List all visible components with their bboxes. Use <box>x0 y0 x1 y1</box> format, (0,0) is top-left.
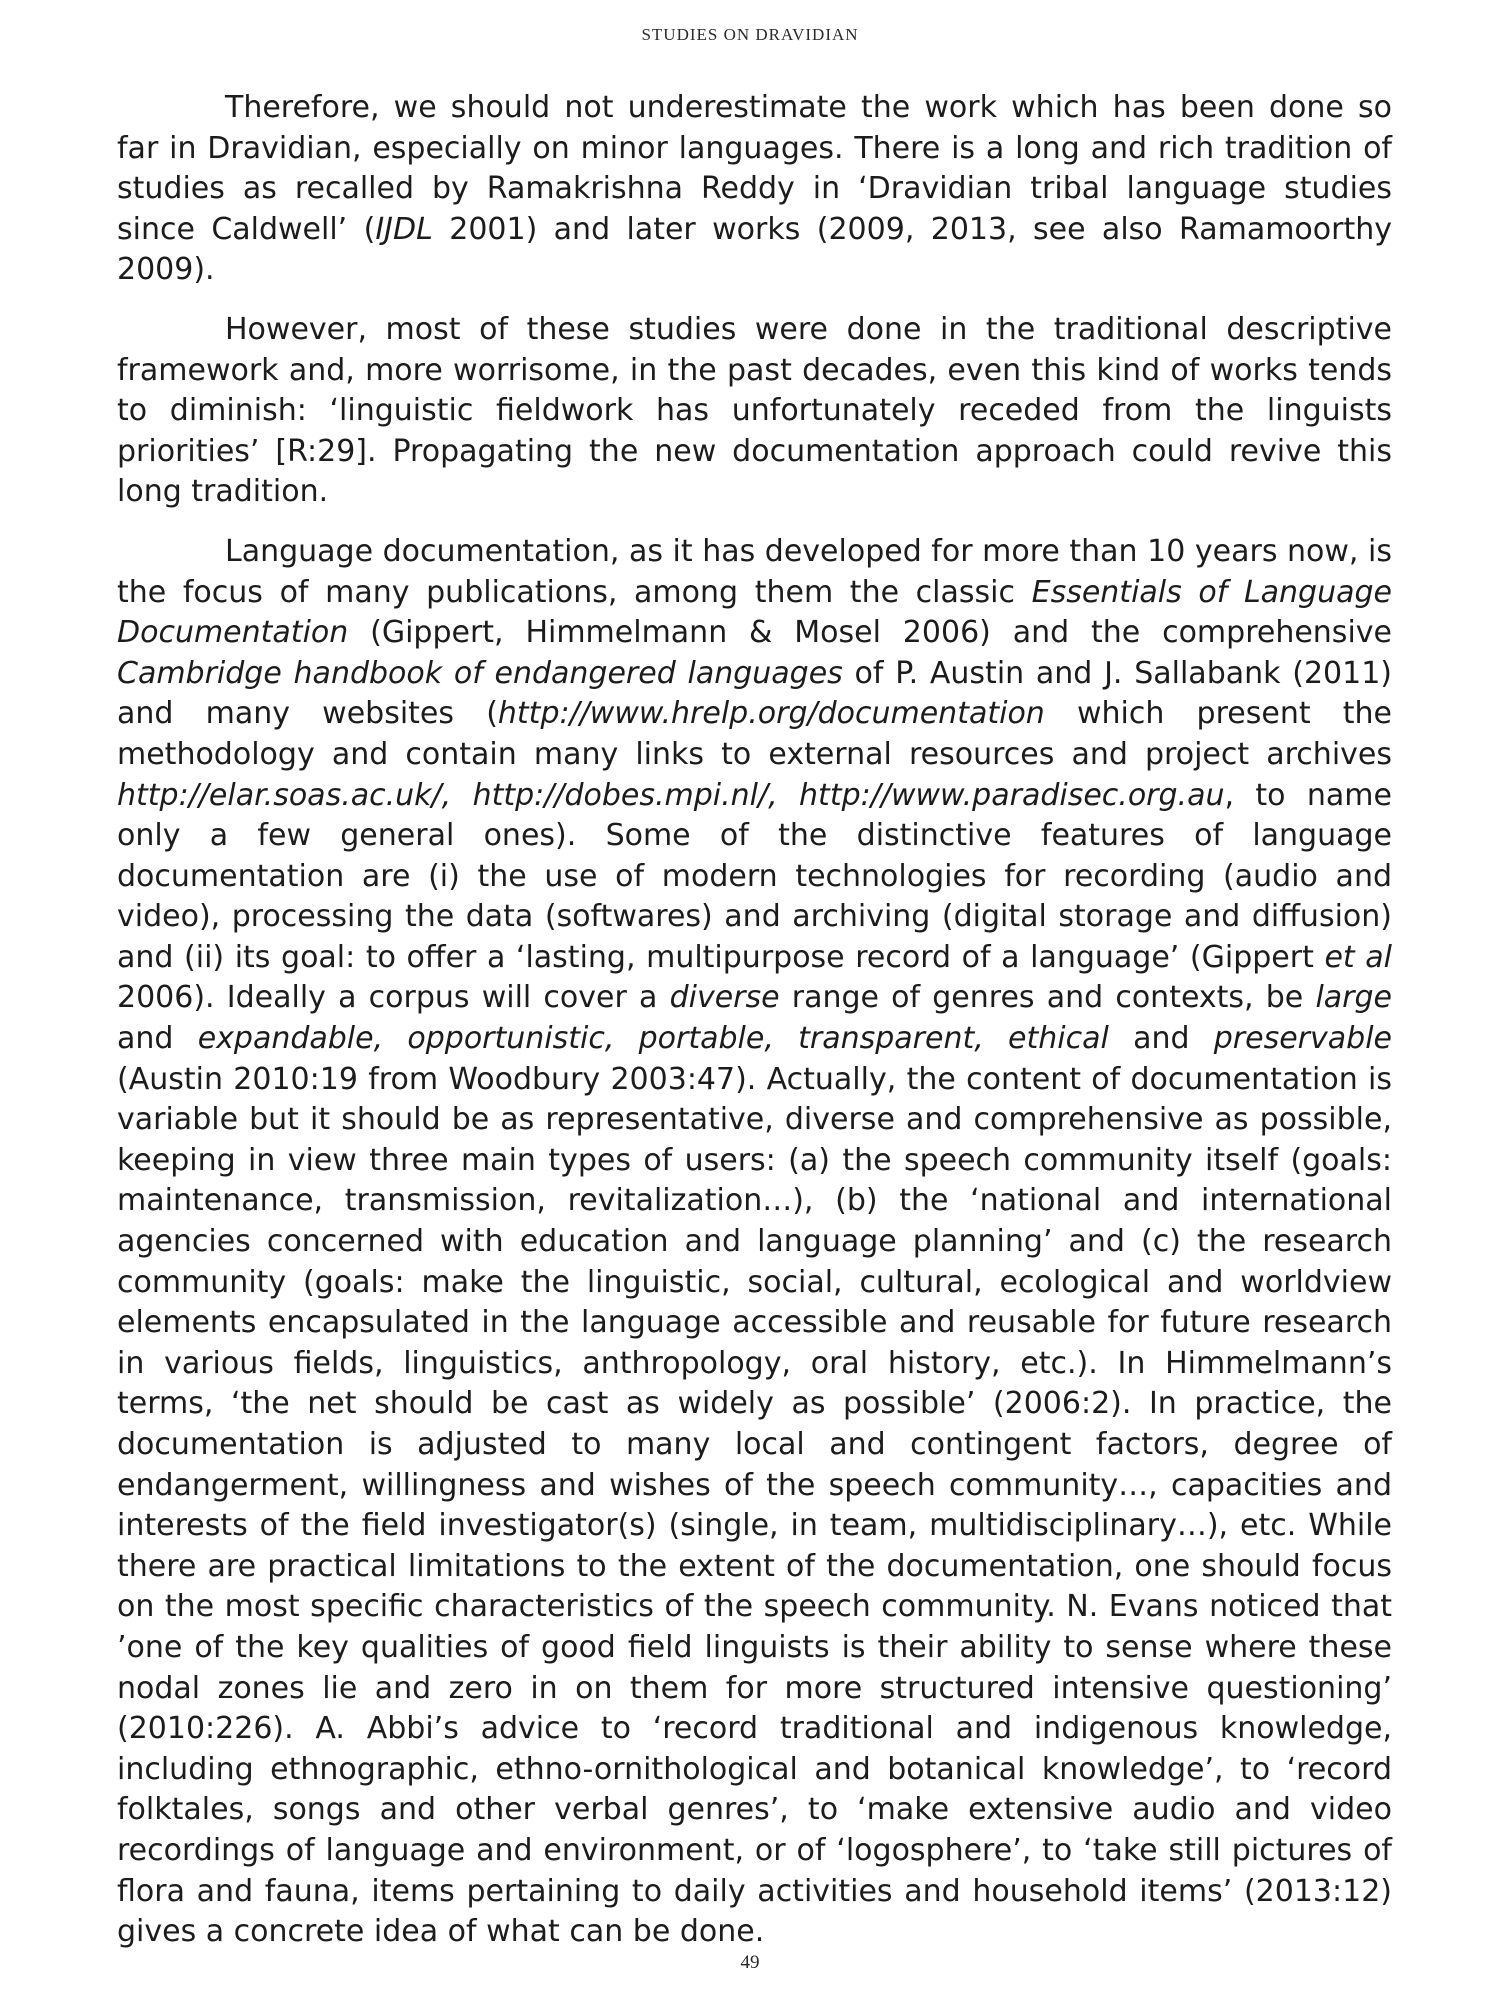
italic-run: diverse <box>669 980 780 1016</box>
italic-run: expandable, opportunistic, portable, transparent, ethical <box>197 1021 1109 1057</box>
text-run: which present the methodology and contain many links to external resources and project archives <box>117 696 1392 772</box>
text-run: 2001) and later works (2009, 2013, see also Ramamoorthy 2009). <box>117 211 1392 288</box>
text-run: 2006). Ideally a corpus will cover a <box>117 980 670 1016</box>
text-run: and <box>1108 1021 1214 1057</box>
text-run: range of genres and contexts, be <box>779 980 1316 1016</box>
italic-run: Cambridge handbook of endangered languages <box>117 655 843 691</box>
text-run: and <box>117 1021 198 1057</box>
italic-run: Essentials of Language Documentation <box>117 574 1393 651</box>
running-head: STUDIES ON DRAVIDIAN <box>641 25 859 44</box>
italic-run: http://elar.soas.ac.uk/, http://dobes.mpi.nl/, http://www.paradisec.org.au <box>117 777 1225 813</box>
text-run: (Austin 2010:19 from Woodbury 2003:47). Actually, the content of documentation is variable but it should be as representative, diverse and comprehensive as possible, keeping in view three main types of users: (a) the speech community itself (goals: maintenance, transmission, revitalization…), (b) the ‘national and international agencies concerned with education and language planning’ and (c) the research community (goals: make the linguistic, social, cultural, ecological and worldview elements encapsulated in the language accessible and reusable for future research in various fields, linguistics, anthropology, oral history, etc.). In Himmelmann’s terms, ‘the net should be cast as widely as possible’ (2006:2). In practice, the documentation is adjusted to many local and contingent factors, degree of endangerment, willingness and wishes of the speech community…, capacities and interests of the field investigator(s) (single, in team, multidisciplinary…), etc. While there are practical limitations to the extent of the documentation, one should focus on the most specific characteristics of the speech community. N. Evans noticed that ’one of the key qualities of good field linguists is their ability to sense where these nodal zones lie and zero in on them for more structured intensive questioning’ (2010:226). A. Abbi’s advice to ‘record traditional and indigenous knowledge, including ethnographic, ethno-ornithological and botanical knowledge’, to ‘record folktales, songs and other verbal genres’, to ‘make extensive audio and video recordings of language and environment, or of ‘logosphere’, to ‘take still pictures of flora and fauna, items pertaining to daily activities and household items’ (2013:12) gives a concrete idea of what can be done. <box>117 1061 1392 1950</box>
italic-run: et al <box>1324 939 1392 975</box>
italic-run: preservable <box>1213 1021 1392 1057</box>
paragraph-1 <box>117 88 1392 291</box>
paragraph-2 <box>117 310 1392 513</box>
text-run: Language documentation, as it has developed for more than 10 years now, is the focus of many publications, among them the classic <box>117 533 1392 610</box>
text-run: of P. Austin and J. Sallabank (2011) and many websites ( <box>117 655 1392 732</box>
body-text <box>117 88 1392 1972</box>
italic-run: large <box>1315 980 1392 1016</box>
italic-run: http://www.hrelp.org/documentation <box>497 696 1045 732</box>
italic-run: IJDL <box>375 211 433 247</box>
text-run: Therefore, we should not underestimate the work which has been done so far in Dravidian, especially on minor languages. There is a long and rich tradition of studies as recalled by Ramakrishna Reddy in ‘Dravidian tribal language studies since Caldwell’ ( <box>117 90 1392 247</box>
text-run: , to name only a few general ones). Some of the distinctive features of language documentation are (i) the use of modern technologies for recording (audio and video), processing the data (softwares) and archiving (digital storage and diffusion) and (ii) its goal: to offer a ‘lasting, multipurpose record of a language’ (Gippert <box>117 777 1392 975</box>
text-run: However, most of these studies were done in the traditional descriptive framework and, more worrisome, in the past decades, even this kind of works tends to diminish: ‘linguistic fieldwork has unfortunately receded from the linguists priorities’ [R:29]. Propagating the new documentation approach could revive this long tradition. <box>117 311 1392 510</box>
page-number: 49 <box>740 1952 760 1973</box>
paragraph-3 <box>117 532 1392 1953</box>
text-run: (Gippert, Himmelmann & Mosel 2006) and the comprehensive <box>348 615 1392 651</box>
